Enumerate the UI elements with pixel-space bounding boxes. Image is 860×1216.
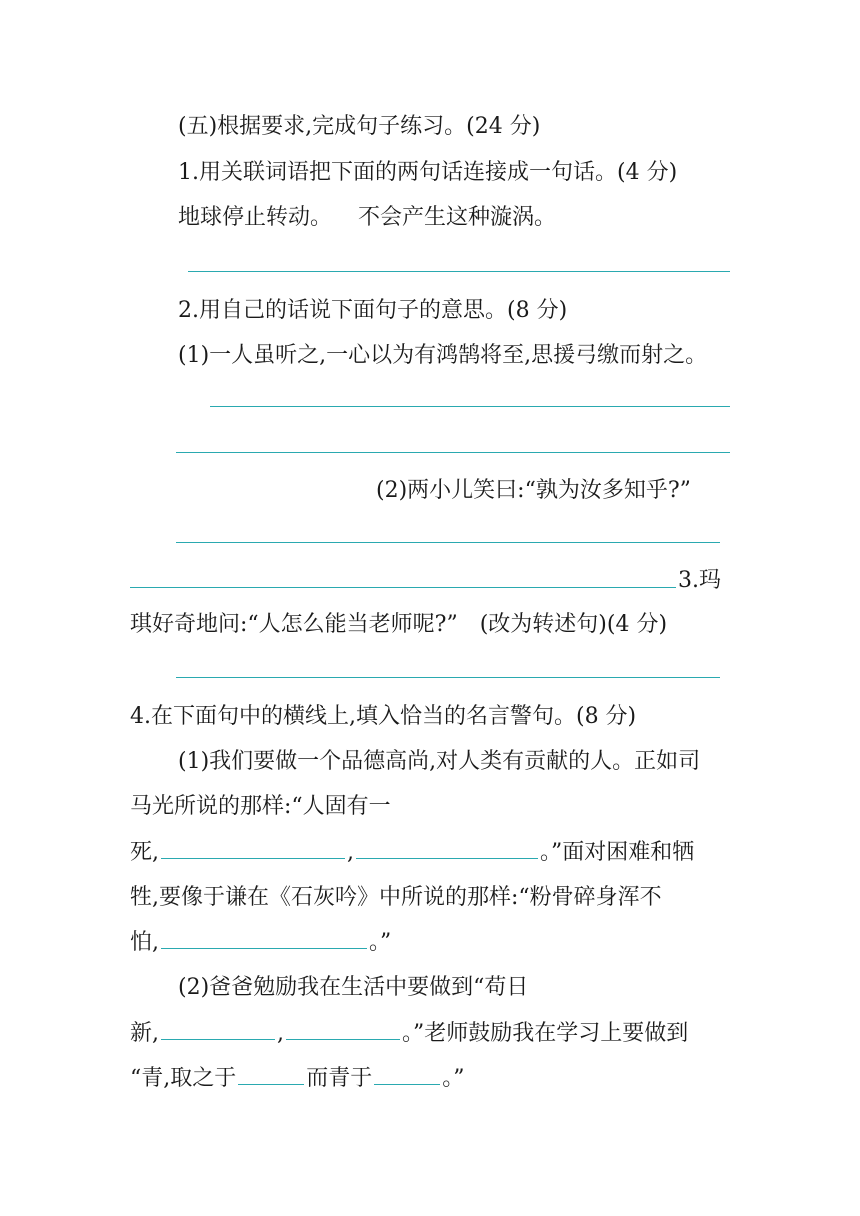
q4-para2-line3-mid: 而青于 xyxy=(306,1066,373,1091)
question-4-prompt: 4.在下面句中的横线上,填入恰当的名言警句。(8 分) xyxy=(130,704,637,729)
blank-gou-ri-xin-2[interactable] xyxy=(286,1038,400,1040)
question-2-item-2: (2)两小儿笑曰:“孰为汝多知乎?” xyxy=(376,478,691,503)
question-2-prompt: 2.用自己的话说下面句子的意思。(8 分) xyxy=(178,298,568,323)
answer-line-q2-1b[interactable] xyxy=(176,452,730,453)
q4-para1-line1: (1)我们要做一个品德高尚,对人类有贡献的人。正如司 xyxy=(178,749,701,774)
q4-para1-line3-comma: , xyxy=(347,840,354,865)
blank-shi-hui-yin[interactable] xyxy=(161,947,367,949)
q4-para2-line2-end: 。”老师鼓励我在学习上要做到 xyxy=(402,1021,689,1046)
blank-sima-guang-2[interactable] xyxy=(356,857,538,859)
blank-qing-chu-yu-lan-2[interactable] xyxy=(374,1083,440,1085)
question-1-prompt: 1.用关联词语把下面的两句话连接成一句话。(4 分) xyxy=(178,160,678,185)
answer-line-q2-2b[interactable] xyxy=(130,587,676,588)
q4-para1-line3 xyxy=(130,838,694,868)
blank-gou-ri-xin-1[interactable] xyxy=(161,1038,275,1040)
q4-para1-line2: 马光所说的那样:“人固有一 xyxy=(130,794,391,819)
q4-para2-line1: (2)爸爸勉励我在生活中要做到“苟日 xyxy=(178,975,529,1000)
q4-para2-line2 xyxy=(130,1019,688,1049)
q4-para1-line5-start: 怕, xyxy=(130,930,159,955)
question-1-sentence-a: 地球停止转动。 xyxy=(178,205,333,230)
question-3-prompt: 琪好奇地问:“人怎么能当老师呢?” (改为转述句)(4 分) xyxy=(130,612,668,637)
blank-qing-chu-yu-lan-1[interactable] xyxy=(238,1083,304,1085)
q4-para2-line3-start: “青,取之于 xyxy=(130,1066,237,1091)
q4-para2-line2-start: 新, xyxy=(130,1021,159,1046)
answer-line-q2-2a[interactable] xyxy=(176,542,720,543)
q4-para1-line4: 牲,要像于谦在《石灰吟》中所说的那样:“粉骨碎身浑不 xyxy=(130,885,662,910)
section-title: (五)根据要求,完成句子练习。(24 分) xyxy=(178,114,541,139)
question-3-number: 3.玛 xyxy=(678,568,721,593)
q4-para1-line5-end: 。” xyxy=(369,930,392,955)
q4-para2-line3 xyxy=(130,1064,465,1094)
q4-para1-line3-end: 。”面对困难和牺 xyxy=(540,840,695,865)
answer-line-q1[interactable] xyxy=(188,271,730,272)
blank-sima-guang-1[interactable] xyxy=(161,857,345,859)
q4-para2-line2-comma: , xyxy=(277,1021,284,1046)
answer-line-q2-1a[interactable] xyxy=(210,406,730,407)
question-2-item-1: (1)一人虽听之,一心以为有鸿鹄将至,思援弓缴而射之。 xyxy=(178,343,708,368)
q4-para1-line5 xyxy=(130,928,391,958)
q4-para1-line3-start: 死, xyxy=(130,840,159,865)
q4-para2-line3-end: 。” xyxy=(442,1066,465,1091)
answer-line-q3[interactable] xyxy=(176,677,720,678)
question-1-sentence-b: 不会产生这种漩涡。 xyxy=(358,205,557,230)
